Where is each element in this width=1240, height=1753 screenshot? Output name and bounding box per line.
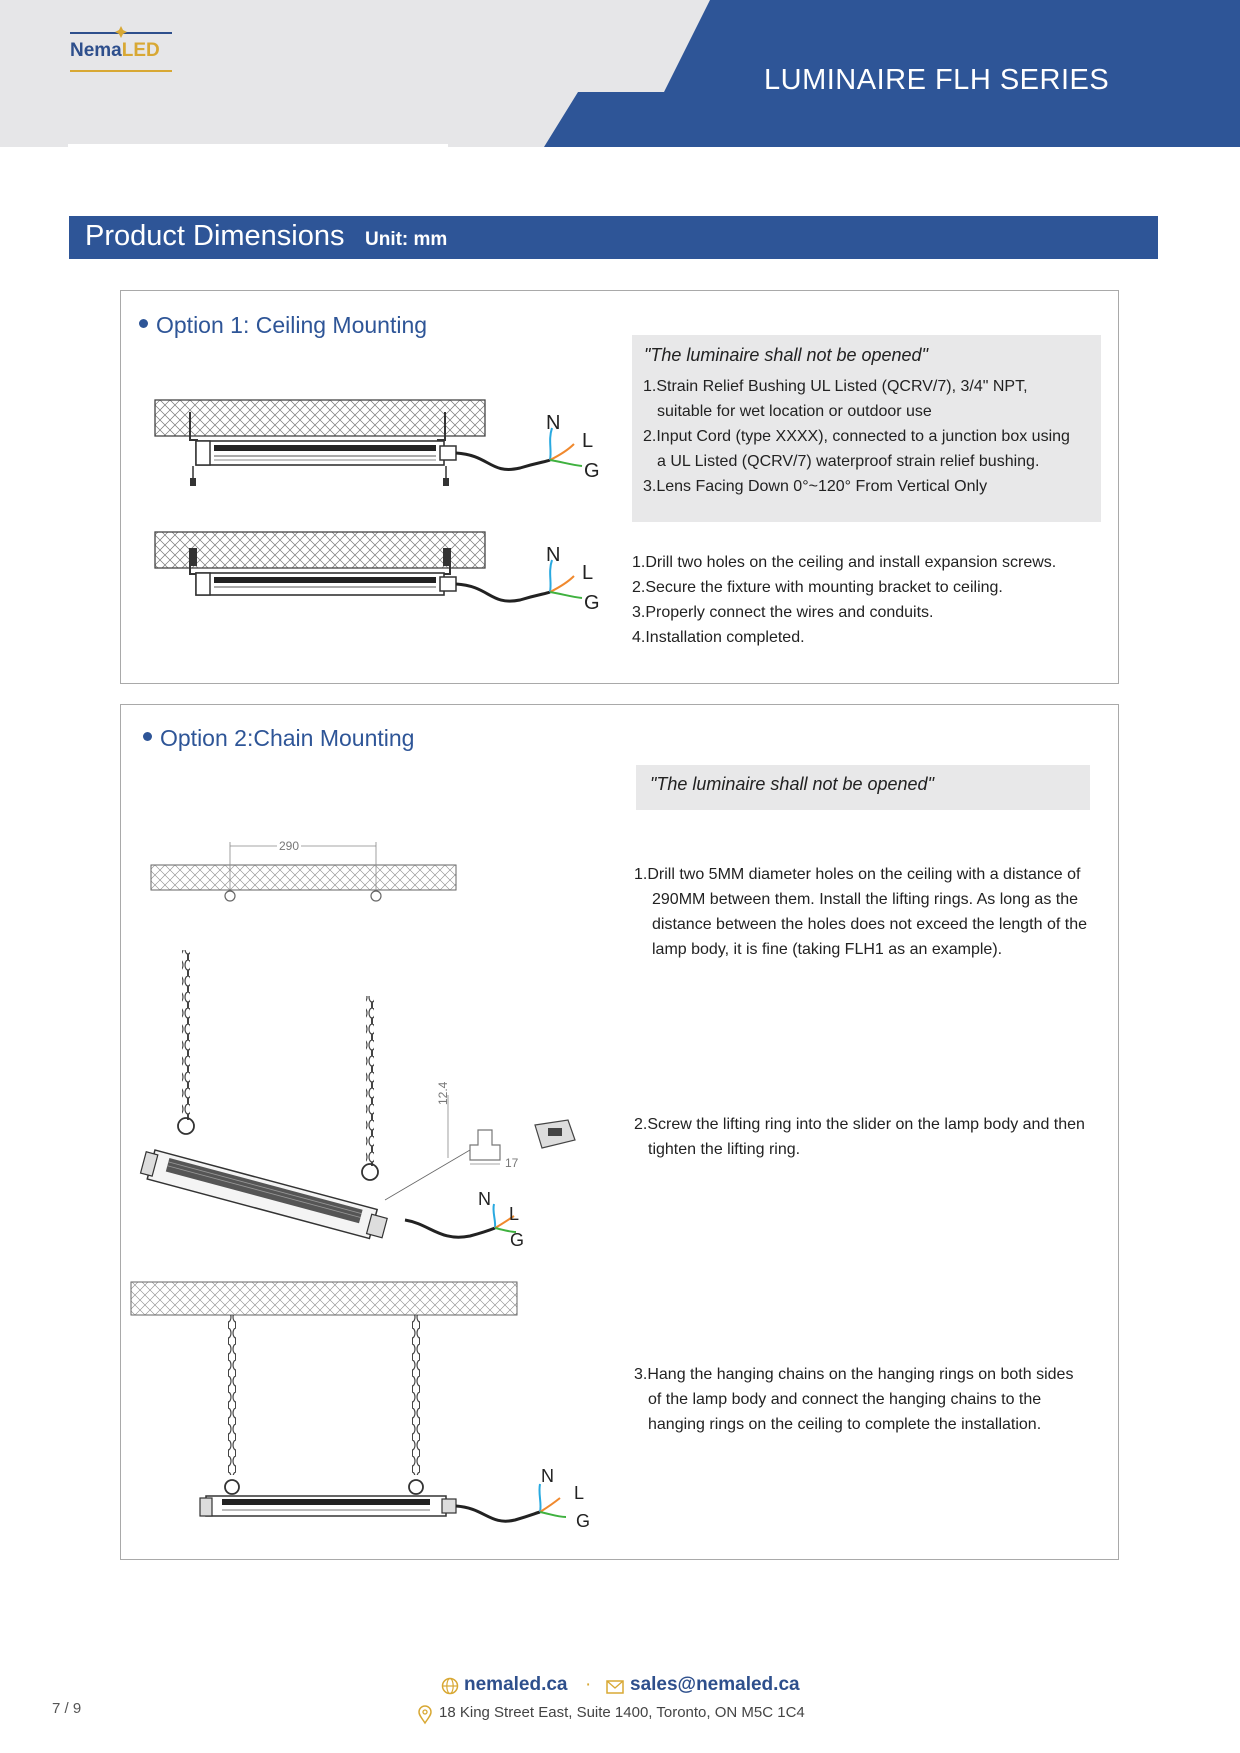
option2-title <box>143 725 414 752</box>
section-header <box>69 216 1158 259</box>
option2-step3-line: hanging rings on the ceiling to complete the installation. <box>648 1416 1042 1433</box>
dimension-290-label: 290 <box>279 839 300 853</box>
option2-step1-line: 1.Drill two 5MM diameter holes on the ceiling with a distance of <box>634 866 1081 883</box>
wire-label-l: L <box>582 562 594 584</box>
wire-label-g: G <box>584 460 600 482</box>
wire-label-l: L <box>582 430 594 452</box>
website-link[interactable]: nemaled.ca <box>464 1674 568 1695</box>
option2-note-title: "The luminaire shall not be opened" <box>650 774 934 794</box>
email-link[interactable]: sales@nemaled.ca <box>630 1674 800 1695</box>
logo-bottom-line <box>70 70 172 72</box>
footer-separator: · <box>585 1674 592 1695</box>
option1-note-title: "The luminaire shall not be opened" <box>644 345 928 365</box>
option1-step: 4.Installation completed. <box>632 629 805 646</box>
wire-label-g: G <box>576 1511 591 1531</box>
section-title: Product Dimensions <box>85 220 345 252</box>
wire-label-n: N <box>546 544 561 566</box>
page-number: 7 / 9 <box>52 1700 82 1717</box>
wire-label-n: N <box>478 1189 491 1209</box>
section-unit: Unit: mm <box>365 229 448 250</box>
bullet-dot <box>139 319 148 328</box>
option2-step2-line: tighten the lifting ring. <box>648 1141 801 1158</box>
option1-step: 3.Properly connect the wires and conduits. <box>632 604 934 621</box>
location-pin-icon <box>418 1706 432 1724</box>
wire-label-n: N <box>546 412 561 434</box>
option1-step: 2.Secure the fixture with mounting bracket to ceiling. <box>632 579 1003 596</box>
option1-title <box>139 312 427 339</box>
option1-note-line: 3.Lens Facing Down 0°~120° From Vertical Only <box>643 478 988 495</box>
wire-label-l: L <box>509 1204 520 1224</box>
option2-step1-line: lamp body, it is fine (taking FLH1 as an example). <box>652 941 1003 958</box>
logo-star-icon <box>115 26 127 38</box>
wire-label-g: G <box>510 1230 525 1250</box>
option1-note-line: a UL Listed (QCRV/7) waterproof strain relief bushing. <box>657 453 1040 470</box>
logo-text-nema: Nema <box>70 40 122 61</box>
wire-label-g: G <box>584 592 600 614</box>
bullet-dot <box>143 732 152 741</box>
dimension-width-label: 17 <box>505 1156 519 1170</box>
option2-step3-line: of the lamp body and connect the hanging chains to the <box>648 1391 1042 1408</box>
brand-logo <box>70 26 174 74</box>
option1-note-line: 1.Strain Relief Bushing UL Listed (QCRV/7), 3/4" NPT, <box>643 378 1028 395</box>
wire-label-l: L <box>574 1483 585 1503</box>
option1-title-text: Option 1: Ceiling Mounting <box>156 312 428 338</box>
globe-icon <box>441 1677 459 1695</box>
option2-step1-line: distance between the holes does not exceed the length of the <box>652 916 1087 933</box>
mail-icon <box>606 1680 624 1694</box>
series-title: LUMINAIRE FLH SERIES <box>764 64 1110 96</box>
option2-title-text: Option 2:Chain Mounting <box>160 725 415 751</box>
option2-step3-line: 3.Hang the hanging chains on the hanging rings on both sides <box>634 1366 1074 1383</box>
option1-step: 1.Drill two holes on the ceiling and install expansion screws. <box>632 554 1057 571</box>
option2-step2-line: 2.Screw the lifting ring into the slider on the lamp body and then <box>634 1116 1085 1133</box>
dimension-height-label: 12.4 <box>436 1081 450 1105</box>
option1-note-line: suitable for wet location or outdoor use <box>657 403 932 420</box>
logo-text-led: LED <box>121 40 160 61</box>
footer-address: 18 King Street East, Suite 1400, Toronto, ON M5C 1C4 <box>439 1704 805 1721</box>
wire-label-n: N <box>541 1466 554 1486</box>
logo-wordmark <box>70 40 160 62</box>
option2-step1-line: 290MM between them. Install the lifting rings. As long as the <box>652 891 1079 908</box>
option1-note-line: 2.Input Cord (type XXXX), connected to a junction box using <box>643 428 1070 445</box>
